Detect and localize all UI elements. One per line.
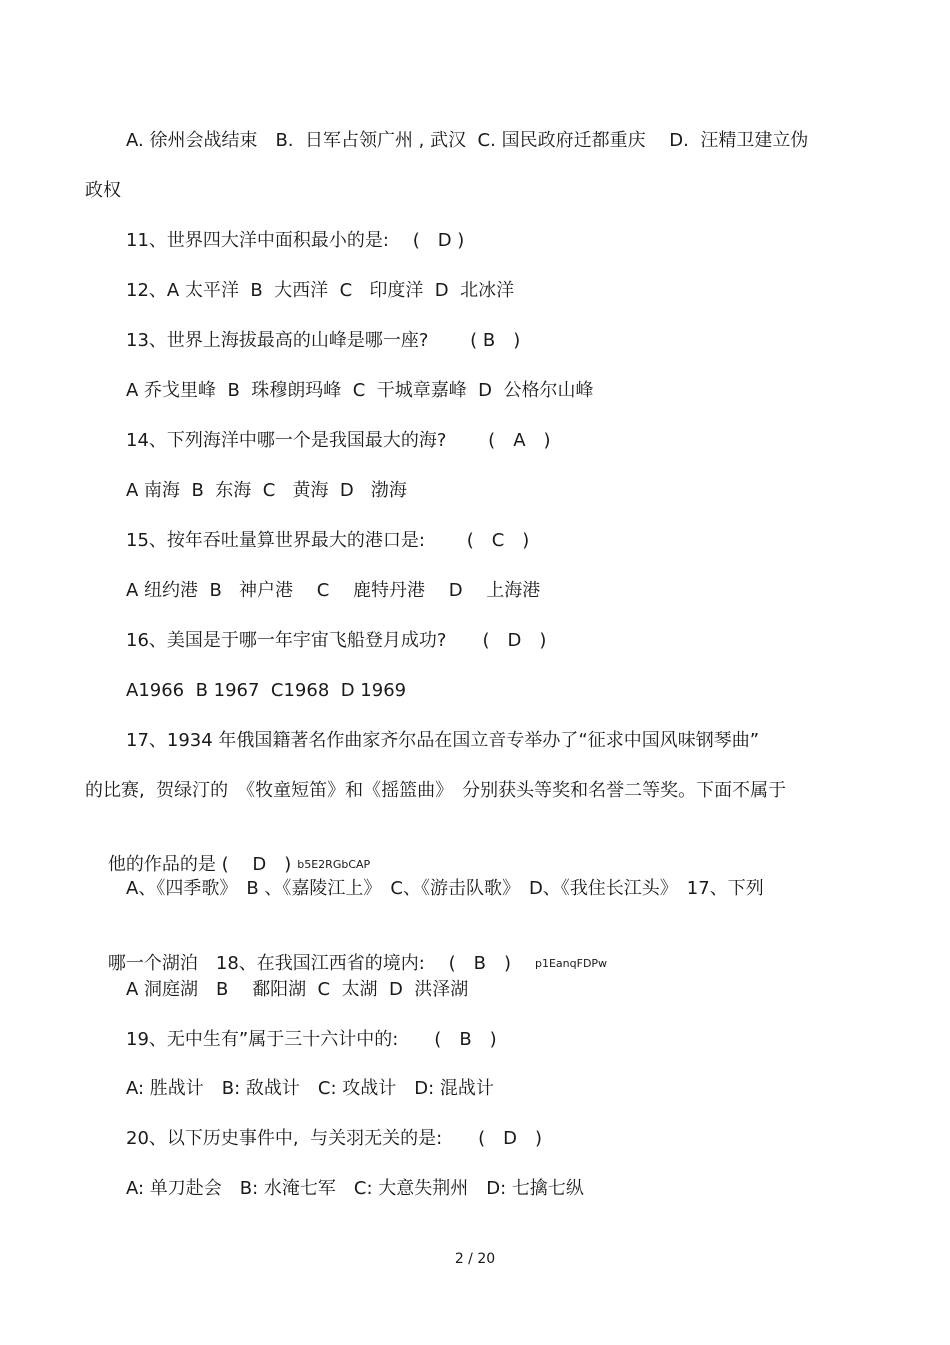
text-line: 13、世界上海拔最高的山峰是哪一座? ( B ) bbox=[126, 330, 521, 351]
page-number: 2 / 20 bbox=[454, 1251, 496, 1267]
text-line: A: 单刀赴会 B: 水淹七军 C: 大意失荆州 D: 七擒七纵 bbox=[126, 1178, 584, 1199]
text-line: A. 徐州会战结束 B. 日军占领广州 , 武汉 C. 国民政府迁都重庆 D. 汪精卫建立伪 bbox=[126, 130, 809, 151]
text-line: 14、下列海洋中哪一个是我国最大的海? ( A ) bbox=[126, 430, 551, 451]
text-line: 12、A 太平洋 B 大西洋 C 印度洋 D 北冰洋 bbox=[126, 280, 515, 301]
text-line: A、《四季歌》 B 、《嘉陵江上》 C、《游击队歌》 D、《我住长江头》 17、下列 bbox=[126, 878, 764, 899]
text-line: A 洞庭湖 B 鄱阳湖 C 太湖 D 洪泽湖 bbox=[126, 979, 469, 1000]
text-line: 17、1934 年俄国籍著名作曲家齐尔品在国立音专举办了“征求中国风味钢琴曲” bbox=[126, 730, 760, 751]
text-line: 19、无中生有”属于三十六计中的: ( B ) bbox=[126, 1029, 497, 1050]
text-line: A1966 B 1967 C1968 D 1969 bbox=[126, 680, 407, 701]
text-line: A 纽约港 B 神户港 C 鹿特丹港 D 上海港 bbox=[126, 580, 541, 601]
text-line: 的比赛, 贺绿汀的 《牧童短笛》和《摇篮曲》 分别获头等奖和名誉二等奖。下面不属于 bbox=[85, 780, 787, 801]
text-line: 政权 bbox=[85, 180, 121, 201]
text-line: 15、按年吞吐量算世界最大的港口是: ( C ) bbox=[126, 530, 530, 551]
watermark-code: p1EanqFDPw bbox=[534, 957, 608, 970]
text-line: 11、世界四大洋中面积最小的是: ( D ) bbox=[126, 230, 465, 251]
text-span: 他的作品的是 ( D ) bbox=[107, 854, 292, 875]
text-line: A 南海 B 东海 C 黄海 D 渤海 bbox=[126, 480, 407, 501]
text-span: 哪一个湖泊 18、在我国江西省的境内: ( B ) bbox=[107, 953, 511, 974]
watermark-code: b5E2RGbCAP bbox=[297, 858, 371, 871]
text-line: 16、美国是于哪一年宇宙飞船登月成功? ( D ) bbox=[126, 630, 547, 651]
text-line: A 乔戈里峰 B 珠穆朗玛峰 C 干城章嘉峰 D 公格尔山峰 bbox=[126, 380, 594, 401]
text-line: A: 胜战计 B: 敌战计 C: 攻战计 D: 混战计 bbox=[126, 1078, 494, 1099]
text-line: 20、以下历史事件中, 与关羽无关的是: ( D ) bbox=[126, 1128, 543, 1149]
